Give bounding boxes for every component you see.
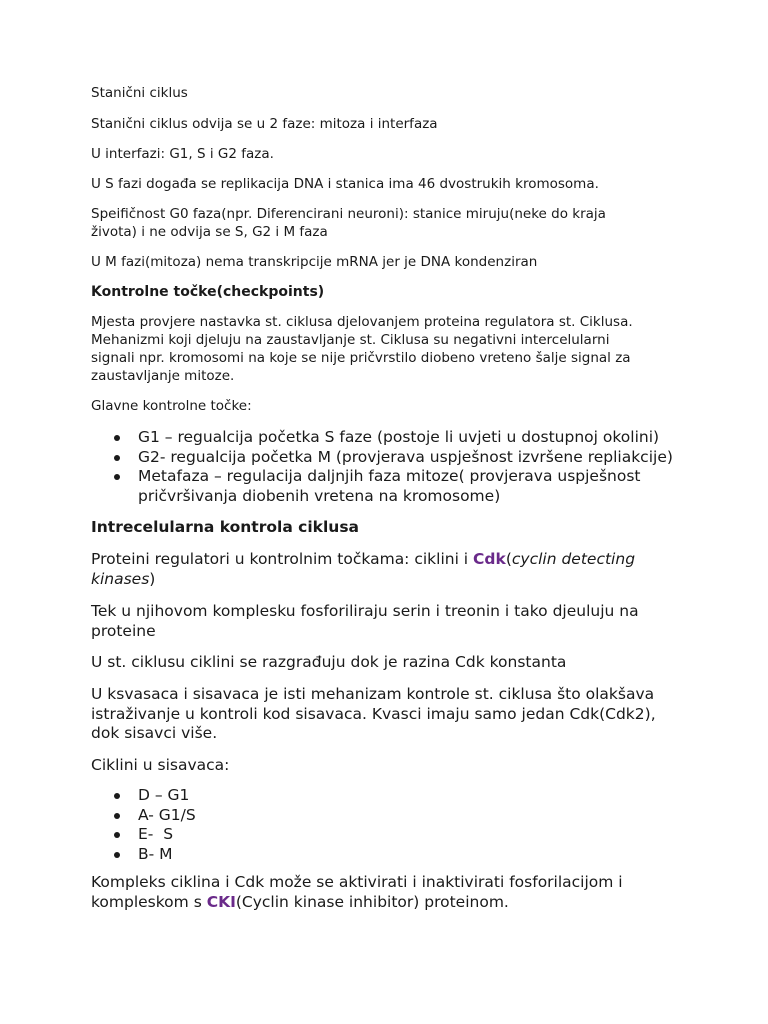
paragraph-cki: Kompleks ciklina i Cdk može se aktivirati i inaktivirati fosforilacijom i kompleskom s CKI(Cyclin kinase inhibitor) proteinom.	[91, 873, 623, 911]
paragraph-regulators: Proteini regulatori u kontrolnim točkama: ciklini i Cdk(cyclin detecting kinases)	[91, 550, 636, 588]
paragraph-g0	[91, 205, 691, 241]
bullet-icon	[114, 793, 120, 799]
bullet-icon	[114, 813, 120, 819]
list-item: G2- regualcija početka M (provjerava uspješnost izvršene repliakcije)	[114, 448, 694, 468]
paragraph-checkpoints-line1: Mjesta provjere nastavka st. ciklusa djelovanjem proteina regulatora st. Ciklusa.	[91, 314, 633, 330]
paragraph-checkpoints-line2: Mehanizmi koji djeluju na zaustavljanje st. Ciklusa su negativni intercelularni	[91, 332, 610, 348]
paragraph-interphase: U interfazi: G1, S i G2 faza.	[91, 146, 274, 162]
bullet-icon	[114, 455, 120, 461]
document-title: Stanični ciklus	[91, 85, 188, 101]
paragraph-checkpoints	[91, 313, 691, 385]
paragraph-yeast: U ksvasaca i sisavaca je isti mehanizam kontrole st. ciklusa što olakšava istraživanje u kontroli kod sisavaca. Kvasci imaju samo jedan Cdk(Cdk2), dok sisavci više.	[91, 685, 656, 742]
bullet-icon	[114, 474, 120, 480]
cdk-term: Cdk	[473, 550, 506, 568]
list-item: E- S	[114, 825, 694, 845]
cki-term: CKI	[206, 892, 236, 911]
paragraph-checkpoints-line3: signali npr. kromosomi na koje se nije pričvrstilo diobeno vreteno šalje signal za	[91, 350, 631, 366]
heading-intracellular: Intrecelularna kontrola ciklusa	[91, 518, 360, 536]
list-item: A- G1/S	[114, 806, 694, 826]
checkpoint-list	[114, 428, 694, 506]
paragraph-s-phase: U S fazi događa se replikacija DNA i stanica ima 46 dvostrukih kromosoma.	[91, 176, 599, 192]
cyclin-list	[114, 786, 694, 864]
paragraph-checkpoints-line4: zaustavljanje mitoze.	[91, 368, 235, 384]
bullet-icon	[114, 435, 120, 441]
heading-checkpoints: Kontrolne točke(checkpoints)	[91, 284, 325, 300]
list-item: D – G1	[114, 786, 694, 806]
list-item: G1 – regualcija početka S faze (postoje li uvjeti u dostupnoj okolini)	[114, 428, 694, 448]
list-item: Metafaza – regulacija daljnjih faza mitoze( provjerava uspješnost pričvršivanja diobenih vretena na kromosome)	[114, 467, 694, 506]
paragraph-phases: Stanični ciklus odvija se u 2 faze: mitoza i interfaza	[91, 116, 438, 132]
paragraph-degradation: U st. ciklusu ciklini se razgrađuju dok je razina Cdk konstanta	[91, 653, 567, 671]
paragraph-g0-line1: Speifičnost G0 faza(npr. Diferencirani neuroni): stanice miruju(neke do kraja	[91, 206, 606, 222]
list-item: B- M	[114, 845, 694, 865]
bullet-icon	[114, 852, 120, 858]
paragraph-g0-line2: života) i ne odvija se S, G2 i M faza	[91, 224, 328, 240]
mammal-cyclins-label: Ciklini u sisavaca:	[91, 756, 230, 774]
bullet-icon	[114, 832, 120, 838]
paragraph-complex: Tek u njihovom komplesku fosforiliraju serin i treonin i tako djeuluju na proteine	[91, 602, 639, 640]
main-checkpoints-label: Glavne kontrolne točke:	[91, 398, 252, 414]
paragraph-m-phase: U M fazi(mitoza) nema transkripcije mRNA jer je DNA kondenziran	[91, 254, 538, 270]
